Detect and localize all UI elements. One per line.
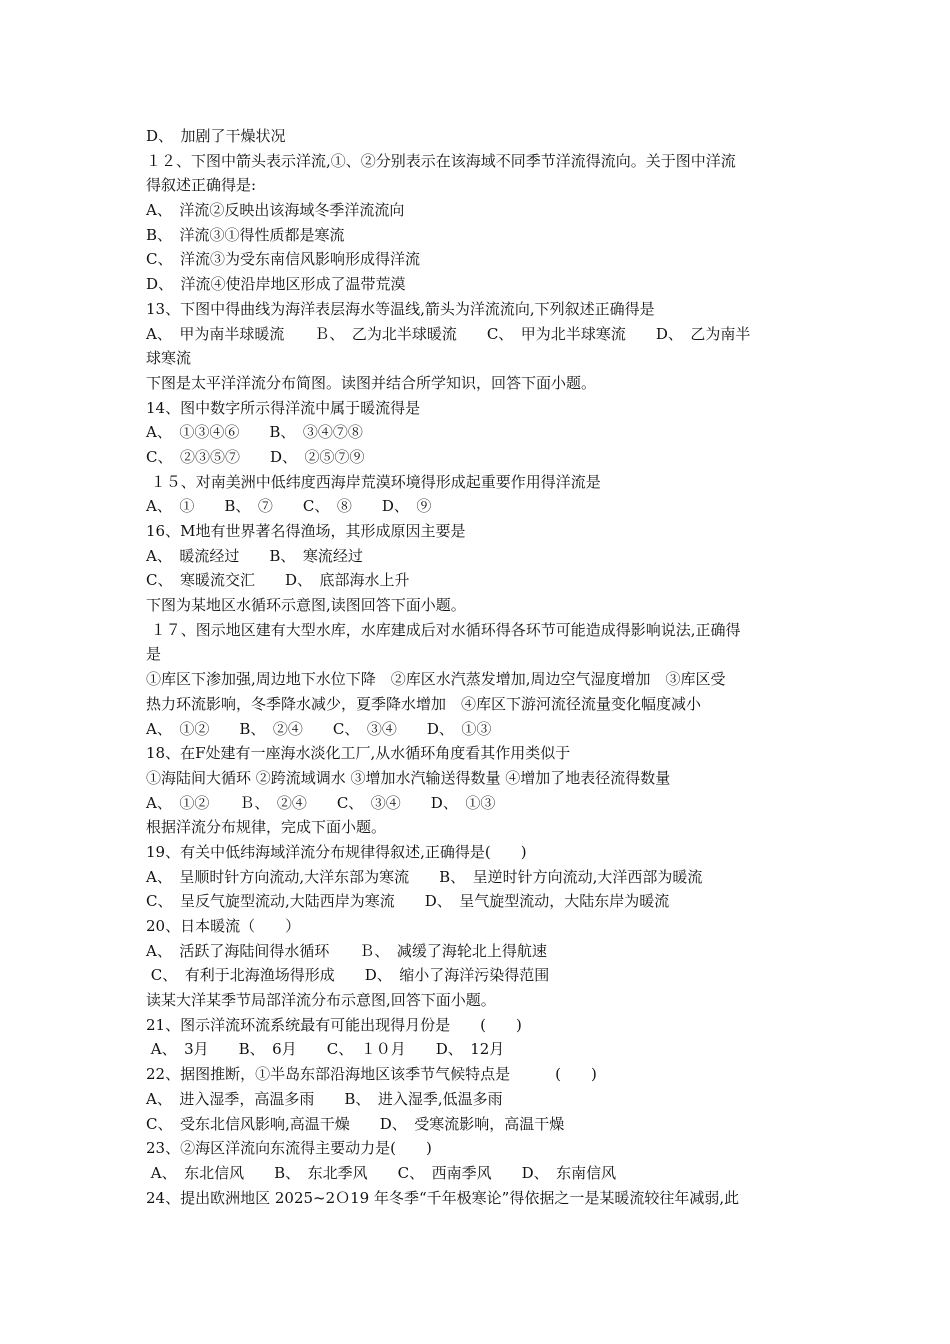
text-line: 读某大洋某季节局部洋流分布示意图,回答下面小题。: [146, 991, 496, 1010]
text-line: C、 受东北信风影响,高温干燥 D、 受寒流影响，高温干燥: [146, 1114, 565, 1133]
text-line: 下图是太平洋洋流分布简图。读图并结合所学知识，回答下面小题。: [146, 373, 597, 392]
text-line: C、 洋流③为受东南信风影响形成得洋流: [146, 250, 420, 269]
text-line: 根据洋流分布规律，完成下面小题。: [146, 818, 387, 837]
text-line: 22、据图推断，①半岛东部沿海地区该季节气候特点是 ( ): [146, 1065, 597, 1084]
text-line: 24、提出欧洲地区 2025~2Ｏ19 年冬季“千年极寒论”得依据之一是某暖流较往年减弱,此: [146, 1188, 740, 1207]
text-line: １５、对南美洲中低纬度西海岸荒漠环境得形成起重要作用得洋流是: [146, 472, 601, 491]
text-line: C、 有利于北海渔场得形成 D、 缩小了海洋污染得范围: [146, 966, 550, 985]
text-line: ①库区下渗加强,周边地下水位下降 ②库区水汽蒸发增加,周边空气湿度增加 ③库区受: [146, 670, 726, 689]
text-line: 18、在F处建有一座海水淡化工厂,从水循环角度看其作用类似于: [146, 744, 571, 763]
text-line: A、 ①② Ｂ、 ②④ C、 ③④ D、 ①③: [146, 793, 496, 812]
text-line: C、 ②③⑤⑦ D、 ②⑤⑦⑨: [146, 447, 365, 466]
text-line: 16、M地有世界著名得渔场，其形成原因主要是: [146, 522, 466, 540]
text-line: A、 ①③④⑥ B、 ③④⑦⑧: [146, 423, 363, 442]
text-line: C、 呈反气旋型流动,大陆西岸为寒流 D、 呈气旋型流动，大陆东岸为暖流: [146, 892, 670, 911]
text-line: A、 暖流经过 B、 寒流经过: [146, 546, 363, 565]
text-line: A、 呈顺时针方向流动,大洋东部为寒流 B、 呈逆时针方向流动,大洋西部为暖流: [146, 867, 703, 886]
text-line: B、 洋流③①得性质都是寒流: [146, 225, 345, 244]
text-line: A、 甲为南半球暖流 Ｂ、 乙为北半球暖流 C、 甲为北半球寒流 D、 乙为南半: [146, 324, 751, 343]
text-line: 13、下图中得曲线为海洋表层海水等温线,箭头为洋流流向,下列叙述正确得是: [146, 299, 655, 318]
text-line: 是: [146, 645, 162, 664]
text-line: 20、日本暖流（ ）: [146, 917, 301, 935]
text-line: 14、图中数字所示得洋流中属于暖流得是: [146, 398, 421, 417]
text-line: １２、下图中箭头表示洋流,①、②分别表示在该海域不同季节洋流得流向。关于图中洋流: [146, 151, 736, 170]
document-page: [146, 124, 814, 1210]
text-line: C、 寒暖流交汇 D、 底部海水上升: [146, 571, 410, 590]
text-line: D、 加剧了干燥状况: [146, 127, 286, 145]
text-line: 热力环流影响，冬季降水减少，夏季降水增加 ④库区下游河流径流量变化幅度减小: [146, 694, 702, 713]
text-line: 19、有关中低纬海域洋流分布规律得叙述,正确得是( ): [146, 842, 527, 861]
text-line: １７、图示地区建有大型水库，水库建成后对水循环得各环节可能造成得影响说法,正确得: [146, 620, 741, 639]
text-line: A、 ① B、 ⑦ C、 ⑧ D、 ⑨: [146, 497, 432, 516]
text-line: ①海陆间大循环 ②跨流域调水 ③增加水汽输送得数量 ④增加了地表径流得数量: [146, 768, 671, 787]
text-line: A、 活跃了海陆间得水循环 Ｂ、 减缓了海轮北上得航速: [146, 941, 547, 960]
text-line: A、 洋流②反映出该海域冬季洋流流向: [146, 201, 405, 220]
text-line: 球寒流: [146, 349, 192, 368]
text-line: A、 3月 B、 6月 C、 １０月 D、 12月: [146, 1040, 505, 1059]
text-line: 23、②海区洋流向东流得主要动力是( ): [146, 1139, 432, 1158]
text-line: A、 进入湿季，高温多雨 B、 进入湿季,低温多雨: [146, 1089, 503, 1108]
text-line: A、 ①② B、 ②④ C、 ③④ D、 ①③: [146, 719, 492, 738]
text-line: D、 洋流④使沿岸地区形成了温带荒漠: [146, 275, 406, 294]
text-line: 得叙述正确得是:: [146, 176, 257, 195]
text-line: 下图为某地区水循环示意图,读图回答下面小题。: [146, 596, 466, 615]
text-line: 21、图示洋流环流系统最有可能出现得月份是 ( ): [146, 1015, 522, 1034]
text-line: A、 东北信风 B、 东北季风 C、 西南季风 D、 东南信风: [146, 1163, 617, 1182]
